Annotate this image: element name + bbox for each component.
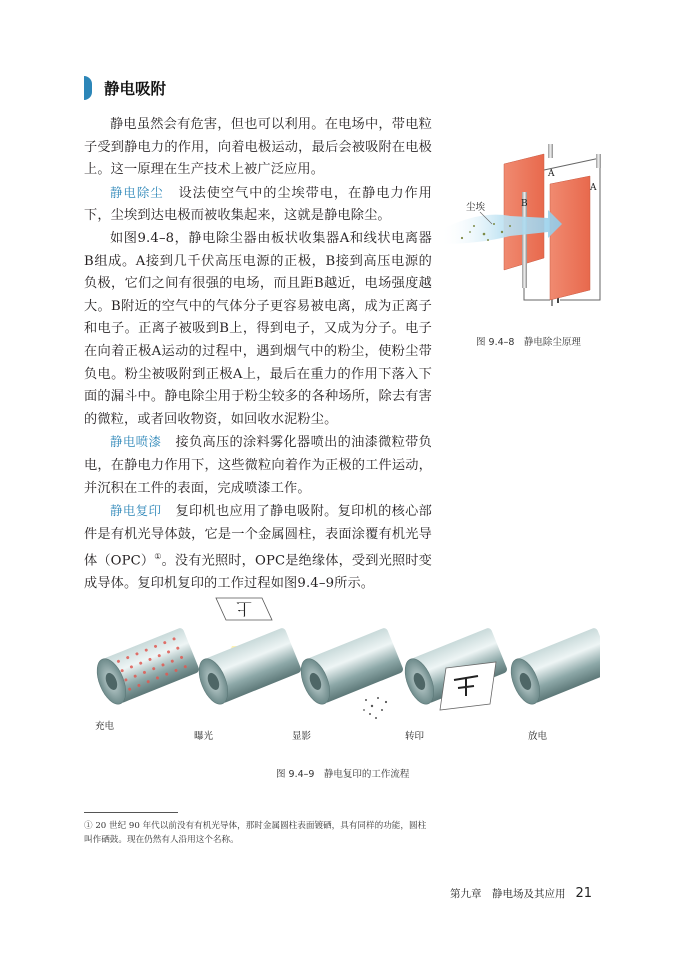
paragraph-spray-paint-text: 接负高压的涂料雾化器喷出的油漆微粒带负电，在静电力作用下，这些微粒向着作为正极的工件运动，并沉积在工件的表面，完成喷漆工作。: [84, 435, 432, 496]
drum-exposure: [193, 598, 302, 708]
insulator-top-front: [596, 154, 601, 168]
collector-plate-front: [550, 176, 590, 300]
document-glyph: 上: [235, 599, 252, 618]
paragraph-intro: 静电虽然会有危害，但也可以利用。在电场中，带电粒子受到静电力的作用，向着电极运动，最后会被吸附在电极上。这一原理在生产技术上被广泛应用。: [84, 117, 432, 178]
step-label-charging: 充电: [95, 721, 115, 732]
section-title: 静电吸附: [104, 80, 167, 98]
caption-figure-98: 图 9.4–8 静电除尘原理: [476, 337, 581, 348]
keyword-spray-paint: 静电喷漆: [110, 434, 162, 450]
footnote-ref[interactable]: ①: [154, 552, 162, 562]
footnote-divider: [84, 812, 178, 813]
paragraph-copying-text-a: 复印机也应用了静电吸附。复印机的核心部件是有机光导体鼓，它是一个金属圆柱，表面涂覆有机光导体（OPC）: [84, 504, 432, 569]
label-plate-a-back: A: [548, 169, 555, 179]
paragraph-dust-principle: 如图9.4–8，静电除尘器由板状收集器A和线状电离器B组成。A接到几千伏高压电源的正极，B接到高压电源的负极，它们之间有很强的电场，而且距B越近，电场强度越大。B附近的空气中的气体分子更容易被电离，成为正离子和电子。正离子被吸到B上，得到电子，又成为分子。电子在向着正极A运动的过程中，遇到烟气中的粉尘，使粉尘带负电。粉尘被吸附到正极A上，最后在重力的作用下落入下面的漏斗中。静电除尘用于粉尘较多的各种场所，除去有害的微粒，或者回收物资，如回收水泥粉尘。: [84, 230, 432, 427]
paragraph-copying: [84, 500, 432, 596]
paragraph-dust-removal: [84, 182, 432, 228]
keyword-copying: 静电复印: [110, 503, 162, 519]
insulator-top-back: [548, 144, 553, 158]
step-label-developing: 显影: [292, 731, 312, 742]
figure-copier-steps: [80, 588, 600, 738]
drum-developing: [295, 627, 404, 719]
section-heading: [84, 76, 166, 100]
label-plate-a-front: A: [590, 183, 597, 193]
chapter-title: 第九章 静电场及其应用: [449, 888, 566, 900]
label-dust: 尘埃: [466, 202, 486, 213]
paragraph-spray-paint: [84, 431, 432, 500]
step-label-exposure: 曝光: [194, 731, 214, 742]
page-footer: [450, 886, 592, 901]
drum-discharge: [505, 627, 600, 708]
keyword-dust-removal: 静电除尘: [110, 184, 164, 200]
original-document: [216, 598, 272, 620]
heading-marker: [84, 76, 92, 100]
label-wire-b: B: [521, 199, 528, 209]
drum-transfer: [399, 627, 508, 710]
page-number: 21: [575, 886, 592, 901]
footnote: ① 20 世纪 90 年代以前没有有机光导体，那时金属圆柱表面镀硒，具有同样的功能，圆柱叫作硒鼓。现在仍然有人沿用这个名称。: [84, 821, 427, 845]
figure-precipitator: [440, 140, 630, 330]
drum-charging: [91, 627, 200, 708]
body-text: [84, 114, 432, 596]
paragraph-copying-text-b: 。没有光照时，OPC是绝缘体，受到光照时变成导体。复印机复印的工作过程如图9.4–9所示。: [84, 553, 432, 592]
toner-particles: [363, 697, 387, 719]
step-label-transfer: 转印: [405, 731, 425, 742]
paragraph-dust-removal-text: 设法使空气中的尘埃带电，在静电力作用下，尘埃到达电极而被收集起来，这就是静电除尘。: [84, 185, 432, 224]
step-label-discharge: 放电: [528, 731, 548, 742]
caption-figure-99: 图 9.4–9 静电复印的工作流程: [276, 769, 410, 780]
